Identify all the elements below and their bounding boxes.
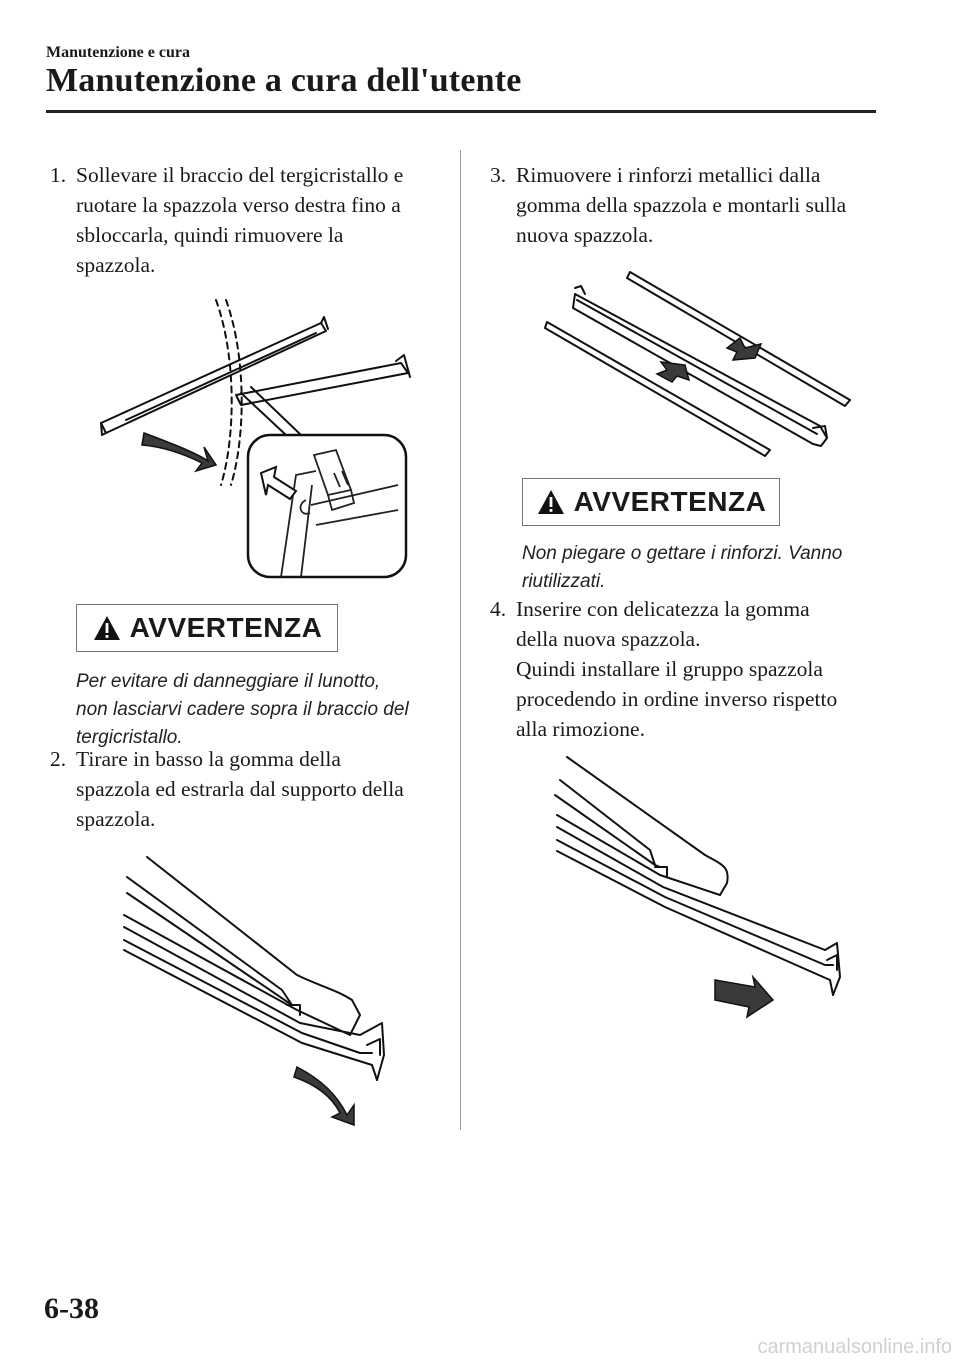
step-4-text bbox=[516, 594, 837, 744]
warning-line: Per evitare di danneggiare il lunotto, bbox=[76, 671, 381, 692]
warning-label: AVVERTENZA bbox=[129, 612, 323, 643]
metal-reinforcements-illustration bbox=[545, 268, 855, 458]
warning-line: riutilizzati. bbox=[522, 571, 606, 592]
warning-text bbox=[522, 540, 842, 596]
step-3-line: Rimuovere i rinforzi metallici dalla bbox=[516, 163, 821, 187]
step-4-line: procedendo in ordine inverso rispetto bbox=[516, 687, 838, 711]
warning-box bbox=[522, 478, 780, 526]
step-4-line: alla rimozione. bbox=[516, 717, 645, 741]
warning-triangle-icon bbox=[92, 614, 122, 642]
step-3-line: nuova spazzola. bbox=[516, 223, 654, 247]
blade-rubber-pull-illustration bbox=[122, 855, 392, 1125]
step-3-line: gomma della spazzola e montarli sulla bbox=[516, 193, 847, 217]
step-1-line: Sollevare il braccio del tergicristallo e bbox=[76, 163, 404, 187]
column-divider bbox=[460, 150, 461, 1130]
rotate-arrow-icon bbox=[142, 433, 216, 471]
page-title: Manutenzione a cura dell'utente bbox=[46, 62, 522, 99]
new-rubber-insert-illustration bbox=[555, 755, 845, 1025]
step-2-text bbox=[76, 744, 404, 834]
step-1-line: spazzola. bbox=[76, 253, 156, 277]
warning-box bbox=[76, 604, 338, 652]
pull-down-arrow-icon bbox=[294, 1067, 354, 1125]
step-3-text bbox=[516, 160, 846, 250]
page-number: 6-38 bbox=[44, 1292, 99, 1325]
step-1-line: ruotare la spazzola verso destra fino a bbox=[76, 193, 401, 217]
insert-arrow-top-icon bbox=[727, 338, 761, 360]
step-1-text bbox=[76, 160, 403, 280]
warning-line: tergicristallo. bbox=[76, 727, 183, 748]
step-1-number: 1. bbox=[50, 163, 67, 187]
insert-arrow-icon bbox=[715, 977, 773, 1017]
step-4-line: Inserire con delicatezza la gomma bbox=[516, 597, 810, 621]
title-rule bbox=[46, 110, 876, 113]
warning-line: Non piegare o gettare i rinforzi. Vanno bbox=[522, 543, 843, 564]
step-3-number: 3. bbox=[490, 163, 507, 187]
warning-label: AVVERTENZA bbox=[573, 486, 767, 517]
step-2-line: spazzola ed estrarla dal supporto della bbox=[76, 777, 404, 801]
warning-triangle-icon bbox=[536, 488, 566, 516]
warning-line: non lasciarvi cadere sopra il braccio del bbox=[76, 699, 409, 720]
insert-arrow-bottom-icon bbox=[657, 362, 689, 382]
watermark: carmanualsonline.info bbox=[757, 1336, 952, 1358]
step-4-line: della nuova spazzola. bbox=[516, 627, 701, 651]
step-1-line: sbloccarla, quindi rimuovere la bbox=[76, 223, 344, 247]
step-4-number: 4. bbox=[490, 597, 507, 621]
step-2-line: Tirare in basso la gomma della bbox=[76, 747, 341, 771]
wiper-arm-rotate-illustration bbox=[96, 295, 416, 585]
step-2-number: 2. bbox=[50, 747, 67, 771]
step-2-line: spazzola. bbox=[76, 807, 156, 831]
step-4-line: Quindi installare il gruppo spazzola bbox=[516, 657, 823, 681]
warning-text bbox=[76, 668, 409, 752]
section-label: Manutenzione e cura bbox=[46, 44, 190, 61]
